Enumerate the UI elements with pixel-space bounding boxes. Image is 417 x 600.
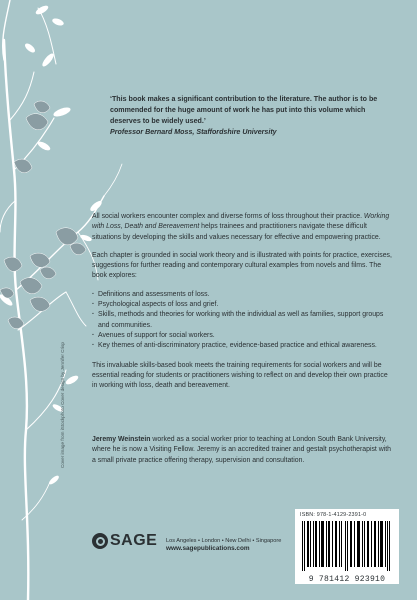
book-title: Working with Loss, Death and Bereavement — [92, 213, 390, 231]
description-text: helps trainees and practitioners navigate these difficult situations by developing the skills and values necessary for effective and empowering practice. — [92, 223, 381, 241]
isbn-barcode-box — [295, 509, 399, 584]
publisher-url: www.sagepublications.com — [166, 545, 250, 552]
sage-logo-icon — [92, 533, 108, 549]
barcode-digits: 9 781412 923910 — [308, 575, 386, 584]
isbn-label: ISBN: 978-1-4129-2391-0 — [300, 512, 367, 518]
cover-credits: Cover image from iStockphoto Cover design by Jennifer Crisp — [60, 342, 65, 468]
publisher-name: SAGE — [110, 532, 158, 549]
description-paragraph-1 — [92, 212, 392, 243]
quote-attribution: Professor Bernard Moss, Staffordshire University — [110, 128, 277, 137]
topic-item: · Psychological aspects of loss and grief. — [92, 300, 392, 310]
topic-item: · Skills, methods and theories for working with the individual as well as families, support groups and communities. — [92, 310, 392, 331]
description-paragraph-2: Each chapter is grounded in social work theory and is illustrated with points for practice, exercises, suggestions for further reading and contemporary cultural examples from novels and films. The book explores: — [92, 251, 392, 280]
topic-item: · Key themes of anti-discriminatory practice, evidence-based practice and ethical awareness. — [92, 341, 392, 351]
publisher-cities: Los Angeles • London • New Delhi • Singapore — [166, 538, 282, 544]
description-text: All social workers encounter complex and diverse forms of loss throughout their practice. — [92, 213, 364, 220]
book-description — [92, 212, 392, 399]
description-paragraph-3: This invaluable skills-based book meets the training requirements for social workers and will be essential reading for students or practitioners wishing to reflect on and develop their own practice in working with loss, death and bereavement. — [92, 361, 388, 390]
publisher-logo — [92, 532, 157, 550]
topic-list — [92, 290, 392, 352]
quote-text: ‘This book makes a significant contribution to the literature. The author is to be commended for the huge amount of work he has put into this volume which deserves to be widely used.’ — [110, 95, 378, 126]
author-name: Jeremy Weinstein — [92, 436, 151, 443]
topic-item: · Definitions and assessments of loss. — [92, 290, 392, 300]
author-bio — [92, 435, 392, 466]
endorsement-quote — [110, 94, 386, 138]
barcode-icon — [300, 521, 394, 571]
topic-item: · Avenues of support for social workers. — [92, 331, 392, 341]
publisher-info — [166, 537, 281, 553]
author-bio-text: worked as a social worker prior to teaching at London South Bank University, where he is now a Visiting Fellow. Jeremy is an accredited trainer and gestalt psychotherapist with a small private practice offering therapy, supervision and consultation. — [92, 436, 391, 464]
